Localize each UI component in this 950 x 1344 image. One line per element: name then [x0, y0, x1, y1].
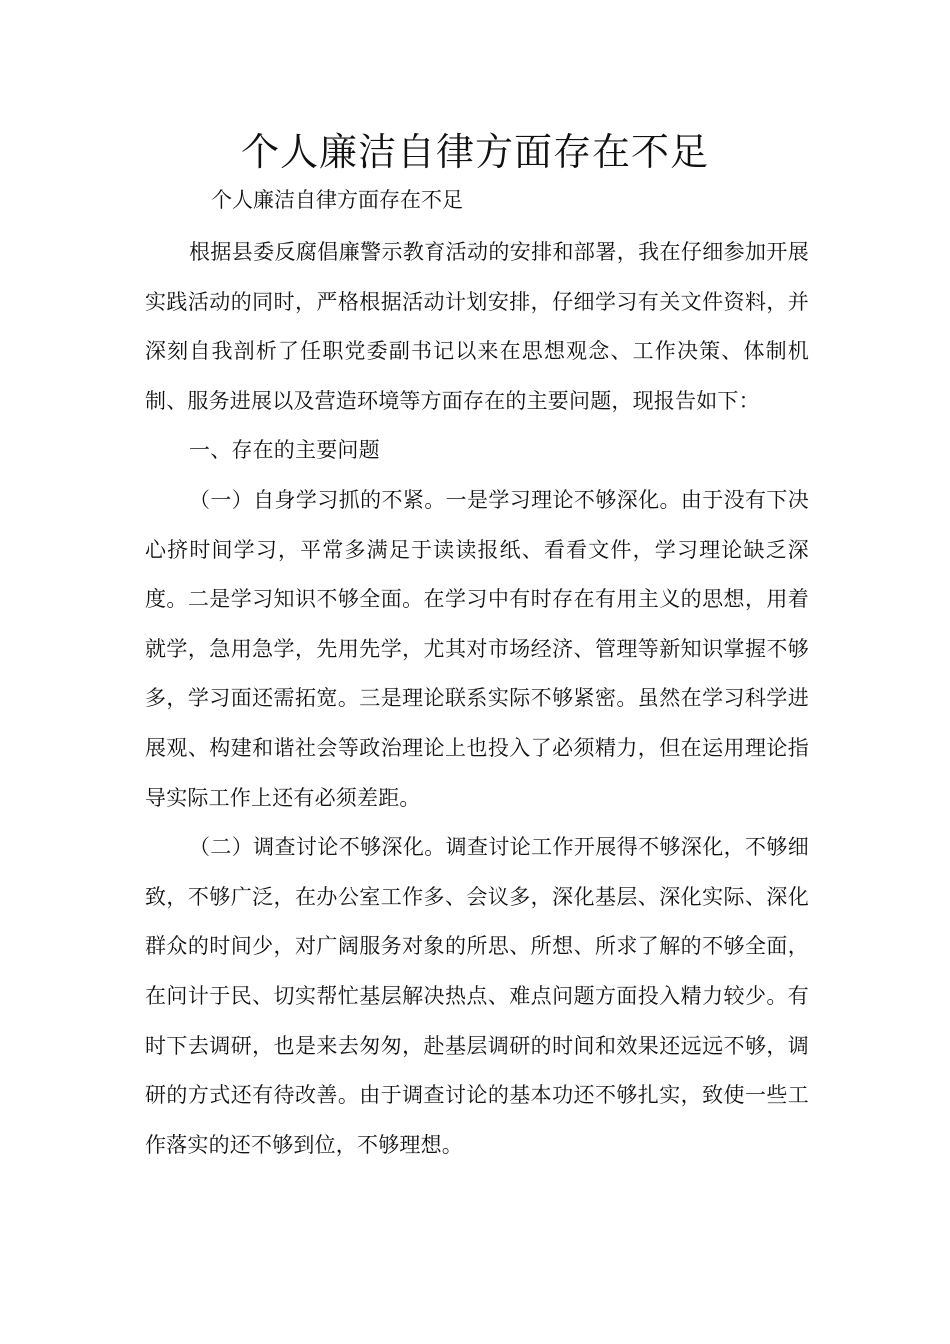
intro-paragraph: 根据县委反腐倡廉警示教育活动的安排和部署，我在仔细参加开展实践活动的同时，严格根据活动计划安排，仔细学习有关文件资料，并深刻自我剖析了任职党委副书记以来在思想观念、工作决策、体制机制、服务进展以及营造环境等方面存在的主要问题，现报告如下：	[145, 240, 809, 413]
document-body	[145, 228, 809, 1170]
problem-paragraph-2: （二）调查讨论不够深化。调查讨论工作开展得不够深化，不够细致，不够广泛，在办公室工作多、会议多，深化基层、深化实际、深化群众的时间少，对广阔服务对象的所思、所想、所求了解的不够全面，在问计于民、切实帮忙基层解决热点、难点问题方面投入精力较少。有时下去调研，也是来去匆匆，赴基层调研的时间和效果还远远不够，调研的方式还有待改善。由于调查讨论的基本功还不够扎实，致使一些工作落实的还不够到位，不够理想。	[145, 835, 809, 1157]
problem-paragraph-1: （一）自身学习抓的不紧。一是学习理论不够深化。由于没有下决心挤时间学习，平常多满足于读读报纸、看看文件，学习理论缺乏深度。二是学习知识不够全面。在学习中有时存在有用主义的思想，用着就学，急用急学，先用先学，尤其对市场经济、管理等新知识掌握不够多，学习面还需拓宽。三是理论联系实际不够紧密。虽然在学习科学进展观、构建和谐社会等政治理论上也投入了必须精力，但在运用理论指导实际工作上还有必须差距。	[145, 487, 809, 810]
section-heading: 一、存在的主要问题	[189, 438, 380, 463]
document-title: 个人廉洁自律方面存在不足	[240, 130, 709, 174]
document-subtitle: 个人廉洁自律方面存在不足	[211, 188, 463, 212]
